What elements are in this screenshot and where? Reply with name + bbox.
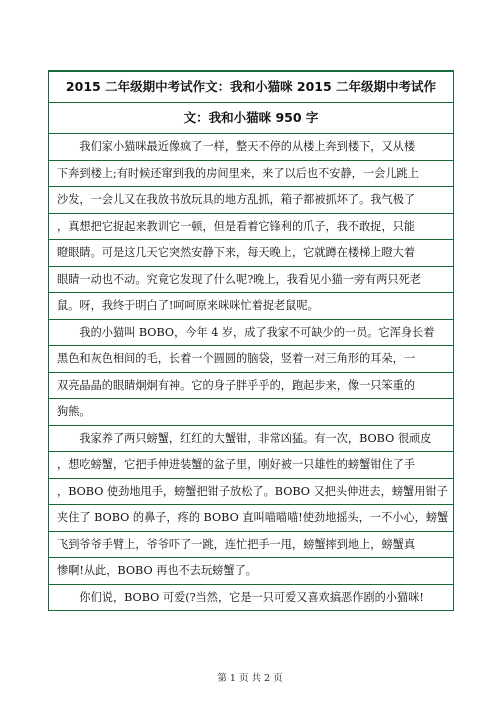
paragraph-3-line-3: ，BOBO 使劲地甩手，螃蟹把钳子放松了。BOBO 又把头伸进去，螃蟹用钳子 [49,479,453,506]
paragraph-1-line-6: 眼睛一动也不动。究竟它发现了什么呢?晚上，我看见小猫一旁有两只死老 [49,267,453,294]
paragraph-3-line-2: ，想吃螃蟹，它把手伸进装蟹的盆子里，刚好被一只雄性的螃蟹钳住了手 [49,452,453,479]
document-page [48,70,454,611]
paragraph-1-line-5: 瞪眼睛。可是这几天它突然安静下来，每天晚上，它就蹲在楼梯上瞪大着 [49,240,453,267]
paragraph-1-line-3: 沙发，一会儿又在我放书放玩具的地方乱抓，箱子都被抓坏了。我气极了 [49,187,453,214]
paragraph-1-line-4: ，真想把它捉起来教训它一顿，但是看着它锋利的爪子，我不敢捉，只能 [49,214,453,241]
paragraph-2-line-1: 我的小猫叫 BOBO，今年 4 岁，成了我家不可缺少的一员。它浑身长着 [49,320,453,347]
paragraph-3-line-4: 夹住了 BOBO 的鼻子，疼的 BOBO 直叫喵喵喵!使劲地摇头，一不小心，螃蟹 [49,505,453,532]
paragraph-4-line-1: 你们说，BOBO 可爱(?当然，它是一只可爱又喜欢搞恶作剧的小猫咪! [49,585,453,612]
paragraph-1-line-7: 鼠。呀，我终于明白了!呵呵原来咪咪忙着捉老鼠呢。 [49,293,453,320]
paragraph-1-line-2: 下奔到楼上;有时候还窜到我的房间里来，来了以后也不安静，一会儿跳上 [49,161,453,188]
paragraph-1-line-1: 我们家小猫咪最近像疯了一样，整天不停的从楼上奔到楼下，又从楼 [49,134,453,161]
document-title-line-2: 文：我和小猫咪 950 字 [49,103,453,134]
paragraph-2-line-3: 双亮晶晶的眼睛炯炯有神。它的身子胖乎乎的，跑起步来，像一只笨重的 [49,373,453,400]
paragraph-3-line-5: 飞到爷爷手臂上，爷爷吓了一跳，连忙把手一甩，螃蟹摔到地上，螃蟹真 [49,532,453,559]
page-number-footer: 第 1 页 共 2 页 [217,673,283,684]
paragraph-2-line-2: 黑色和灰色相间的毛，长着一个圆圆的脑袋，竖着一对三角形的耳朵，一 [49,346,453,373]
paragraph-3-line-6: 惨啊!从此，BOBO 再也不去玩螃蟹了。 [49,558,453,585]
paragraph-2-line-4: 狗熊。 [49,399,453,426]
document-title-line-1: 2015 二年级期中考试作文：我和小猫咪 2015 二年级期中考试作 [49,72,453,103]
paragraph-3-line-1: 我家养了两只螃蟹，红红的大蟹钳，非常凶猛。有一次，BOBO 很顽皮 [49,426,453,453]
